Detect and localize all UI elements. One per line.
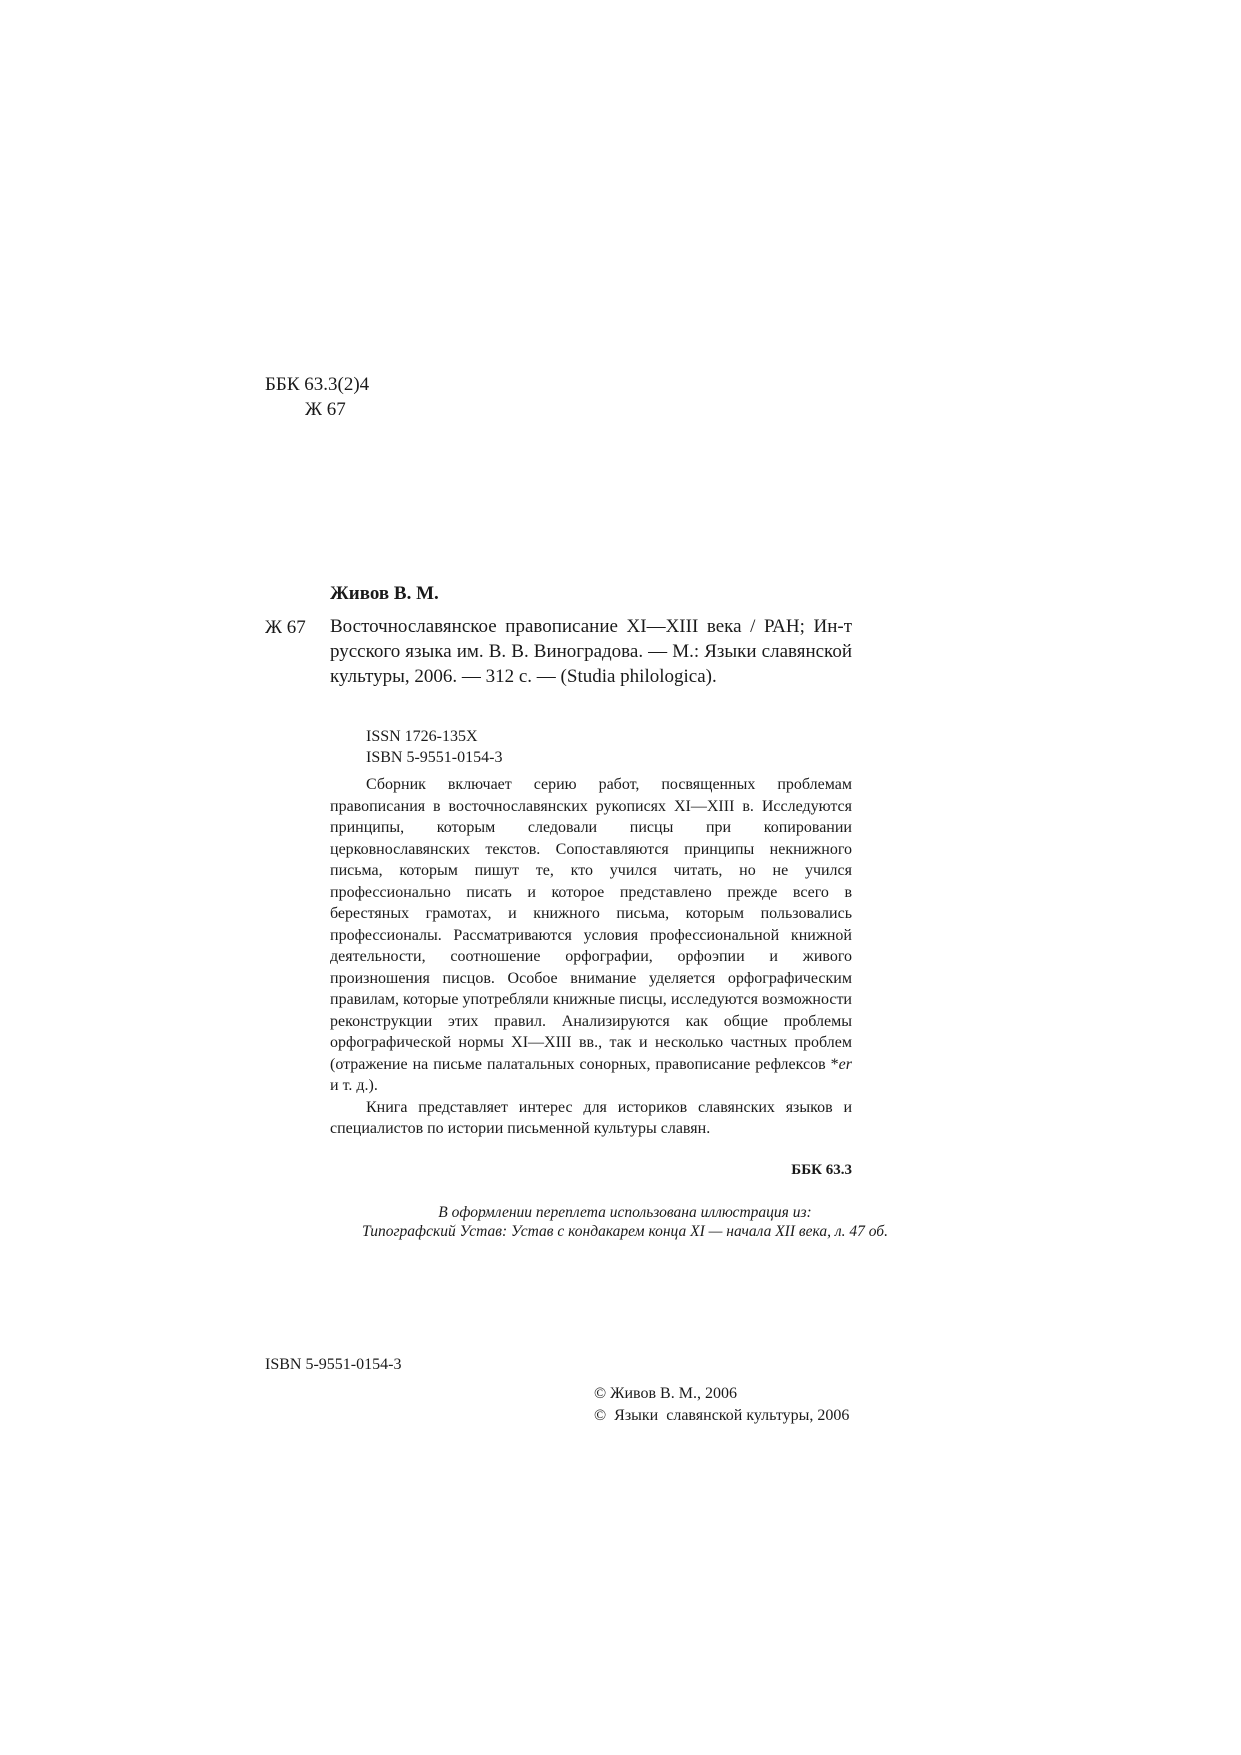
issn: ISSN 1726-135X (366, 728, 478, 745)
bbk-code: ББК 63.3(2)4 (265, 374, 370, 395)
copyright-block (594, 1383, 849, 1427)
copyright-line: © Живов В. М., 2006 (594, 1385, 737, 1402)
annotation-paragraph: Сборник включает серию работ, посвященных проблемам правописания в восточнославянских рукописях XI—XIII в. Исследуются принципы, которым следовали писцы при копировании церковнославянских текстов. Сопоставляются принципы некнижного письма, которым пишут те, кто учился читать, но не учился профессионально писать и которое представлено прежде всего в берестяных грамотах, и книжного письма, которым пользовались профессионалы. Рассматриваются условия профессиональной книжной деятельности, соотношение орфографии, орфоэпии и живого произношения писцов. Особое внимание уделяется орфографическим правилам, которые употребляли книжные писцы, исследуются возможности реконструкции этих правил. Анализируются как общие проблемы орфографической нормы XI—XIII вв., так и несколько частных проблем (отражение на письме палатальных сонорных, правописание рефлексов *er и т. д.). (330, 776, 852, 1094)
cover-illustration-note (240, 1203, 1010, 1241)
bbk-classification (265, 372, 369, 422)
copyright-line: © Языки славянской культуры, 2006 (594, 1407, 850, 1424)
identifiers (366, 726, 502, 768)
annotation (330, 774, 852, 1140)
author-name: Живов В. М. (330, 583, 439, 604)
isbn-footer: ISBN 5-9551-0154-3 (265, 1356, 402, 1373)
cover-note-line: Типографский Устав: Устав с кондакарем конца XI — начала XII века, л. 47 об. (362, 1223, 888, 1240)
bbk-short-code: ББК 63.3 (791, 1162, 852, 1178)
bibliographic-description: Восточнославянское правописание XI—XIII века / РАН; Ин-т русского языка им. В. В. Виноградова. — М.: Языки славянской культуры, 2006. — 312 с. — (Studia philologica). (330, 616, 852, 687)
italic-term: er (838, 1055, 852, 1073)
isbn: ISBN 5-9551-0154-3 (366, 749, 503, 766)
cover-note-line: В оформлении переплета использована иллюстрация из: (438, 1204, 812, 1221)
author-sign: Ж 67 (305, 399, 346, 420)
annotation-paragraph: Книга представляет интерес для историков славянских языков и специалистов по истории письменной культуры славян. (330, 1098, 852, 1137)
author-cipher: Ж 67 (265, 617, 306, 638)
